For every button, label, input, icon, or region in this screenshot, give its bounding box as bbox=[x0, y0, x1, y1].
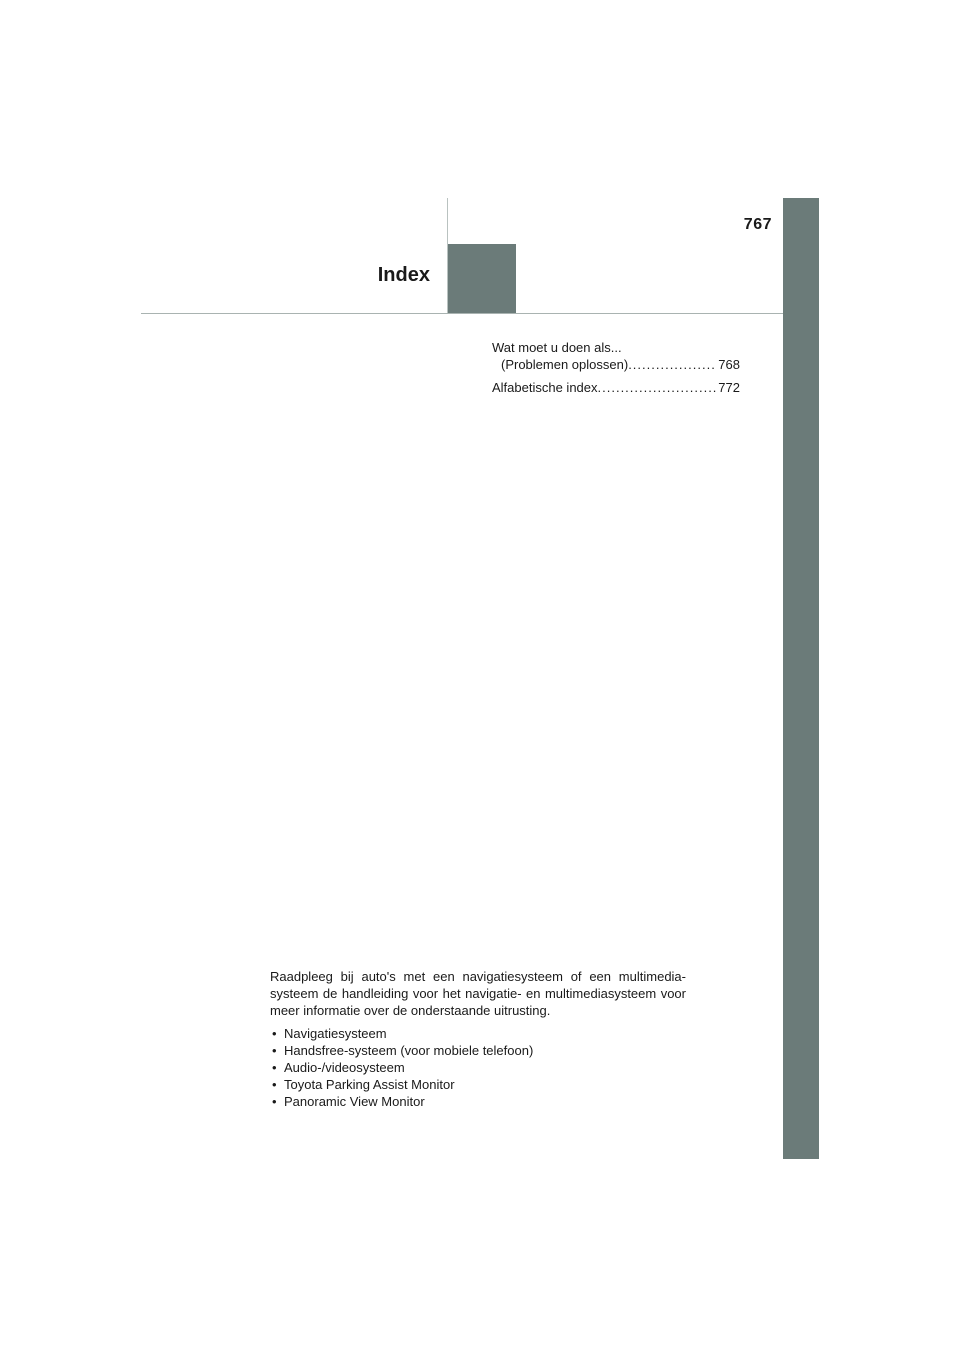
list-item: • Toyota Parking Assist Monitor bbox=[272, 1077, 455, 1092]
bullet-icon: • bbox=[272, 1077, 277, 1092]
note-paragraph: Raadpleeg bij auto's met een navigatiesysteem of een multimedia-systeem de handleiding voor het navigatie- en multimediasysteem voor meer informatie over de onderstaande uitrusting. bbox=[270, 969, 686, 1018]
dot-leader bbox=[628, 356, 716, 373]
bullet-icon: • bbox=[272, 1043, 277, 1058]
toc-entry-alphabetical-index[interactable] bbox=[492, 379, 740, 396]
toc-entry-subtitle: (Problemen oplossen) bbox=[501, 357, 629, 372]
equipment-list bbox=[270, 1025, 686, 1110]
multimedia-note bbox=[270, 968, 686, 1110]
page-title: Index bbox=[377, 264, 430, 286]
list-item: • Handsfree-systeem (voor mobiele telefoon) bbox=[272, 1043, 534, 1058]
toc-entry-page: 772 bbox=[718, 380, 740, 395]
bullet-icon: • bbox=[272, 1094, 277, 1109]
chapter-side-tab bbox=[783, 198, 819, 1159]
list-item: • Panoramic View Monitor bbox=[272, 1094, 425, 1109]
header-rule bbox=[141, 313, 783, 314]
page-number: 767 bbox=[743, 216, 772, 233]
list-item: • Audio-/videosysteem bbox=[272, 1060, 405, 1075]
dot-leader bbox=[598, 379, 717, 396]
toc-entry-title: Wat moet u doen als... bbox=[492, 340, 622, 355]
bullet-icon: • bbox=[272, 1060, 277, 1075]
list-item: • Navigatiesysteem bbox=[272, 1026, 387, 1041]
toc-entry-page: 768 bbox=[718, 357, 740, 372]
toc-entry-title: Alfabetische index bbox=[492, 380, 598, 395]
toc-entry-troubleshooting[interactable] bbox=[492, 339, 740, 373]
section-color-block bbox=[448, 244, 516, 314]
bullet-icon: • bbox=[272, 1026, 277, 1041]
table-of-contents bbox=[492, 339, 740, 402]
